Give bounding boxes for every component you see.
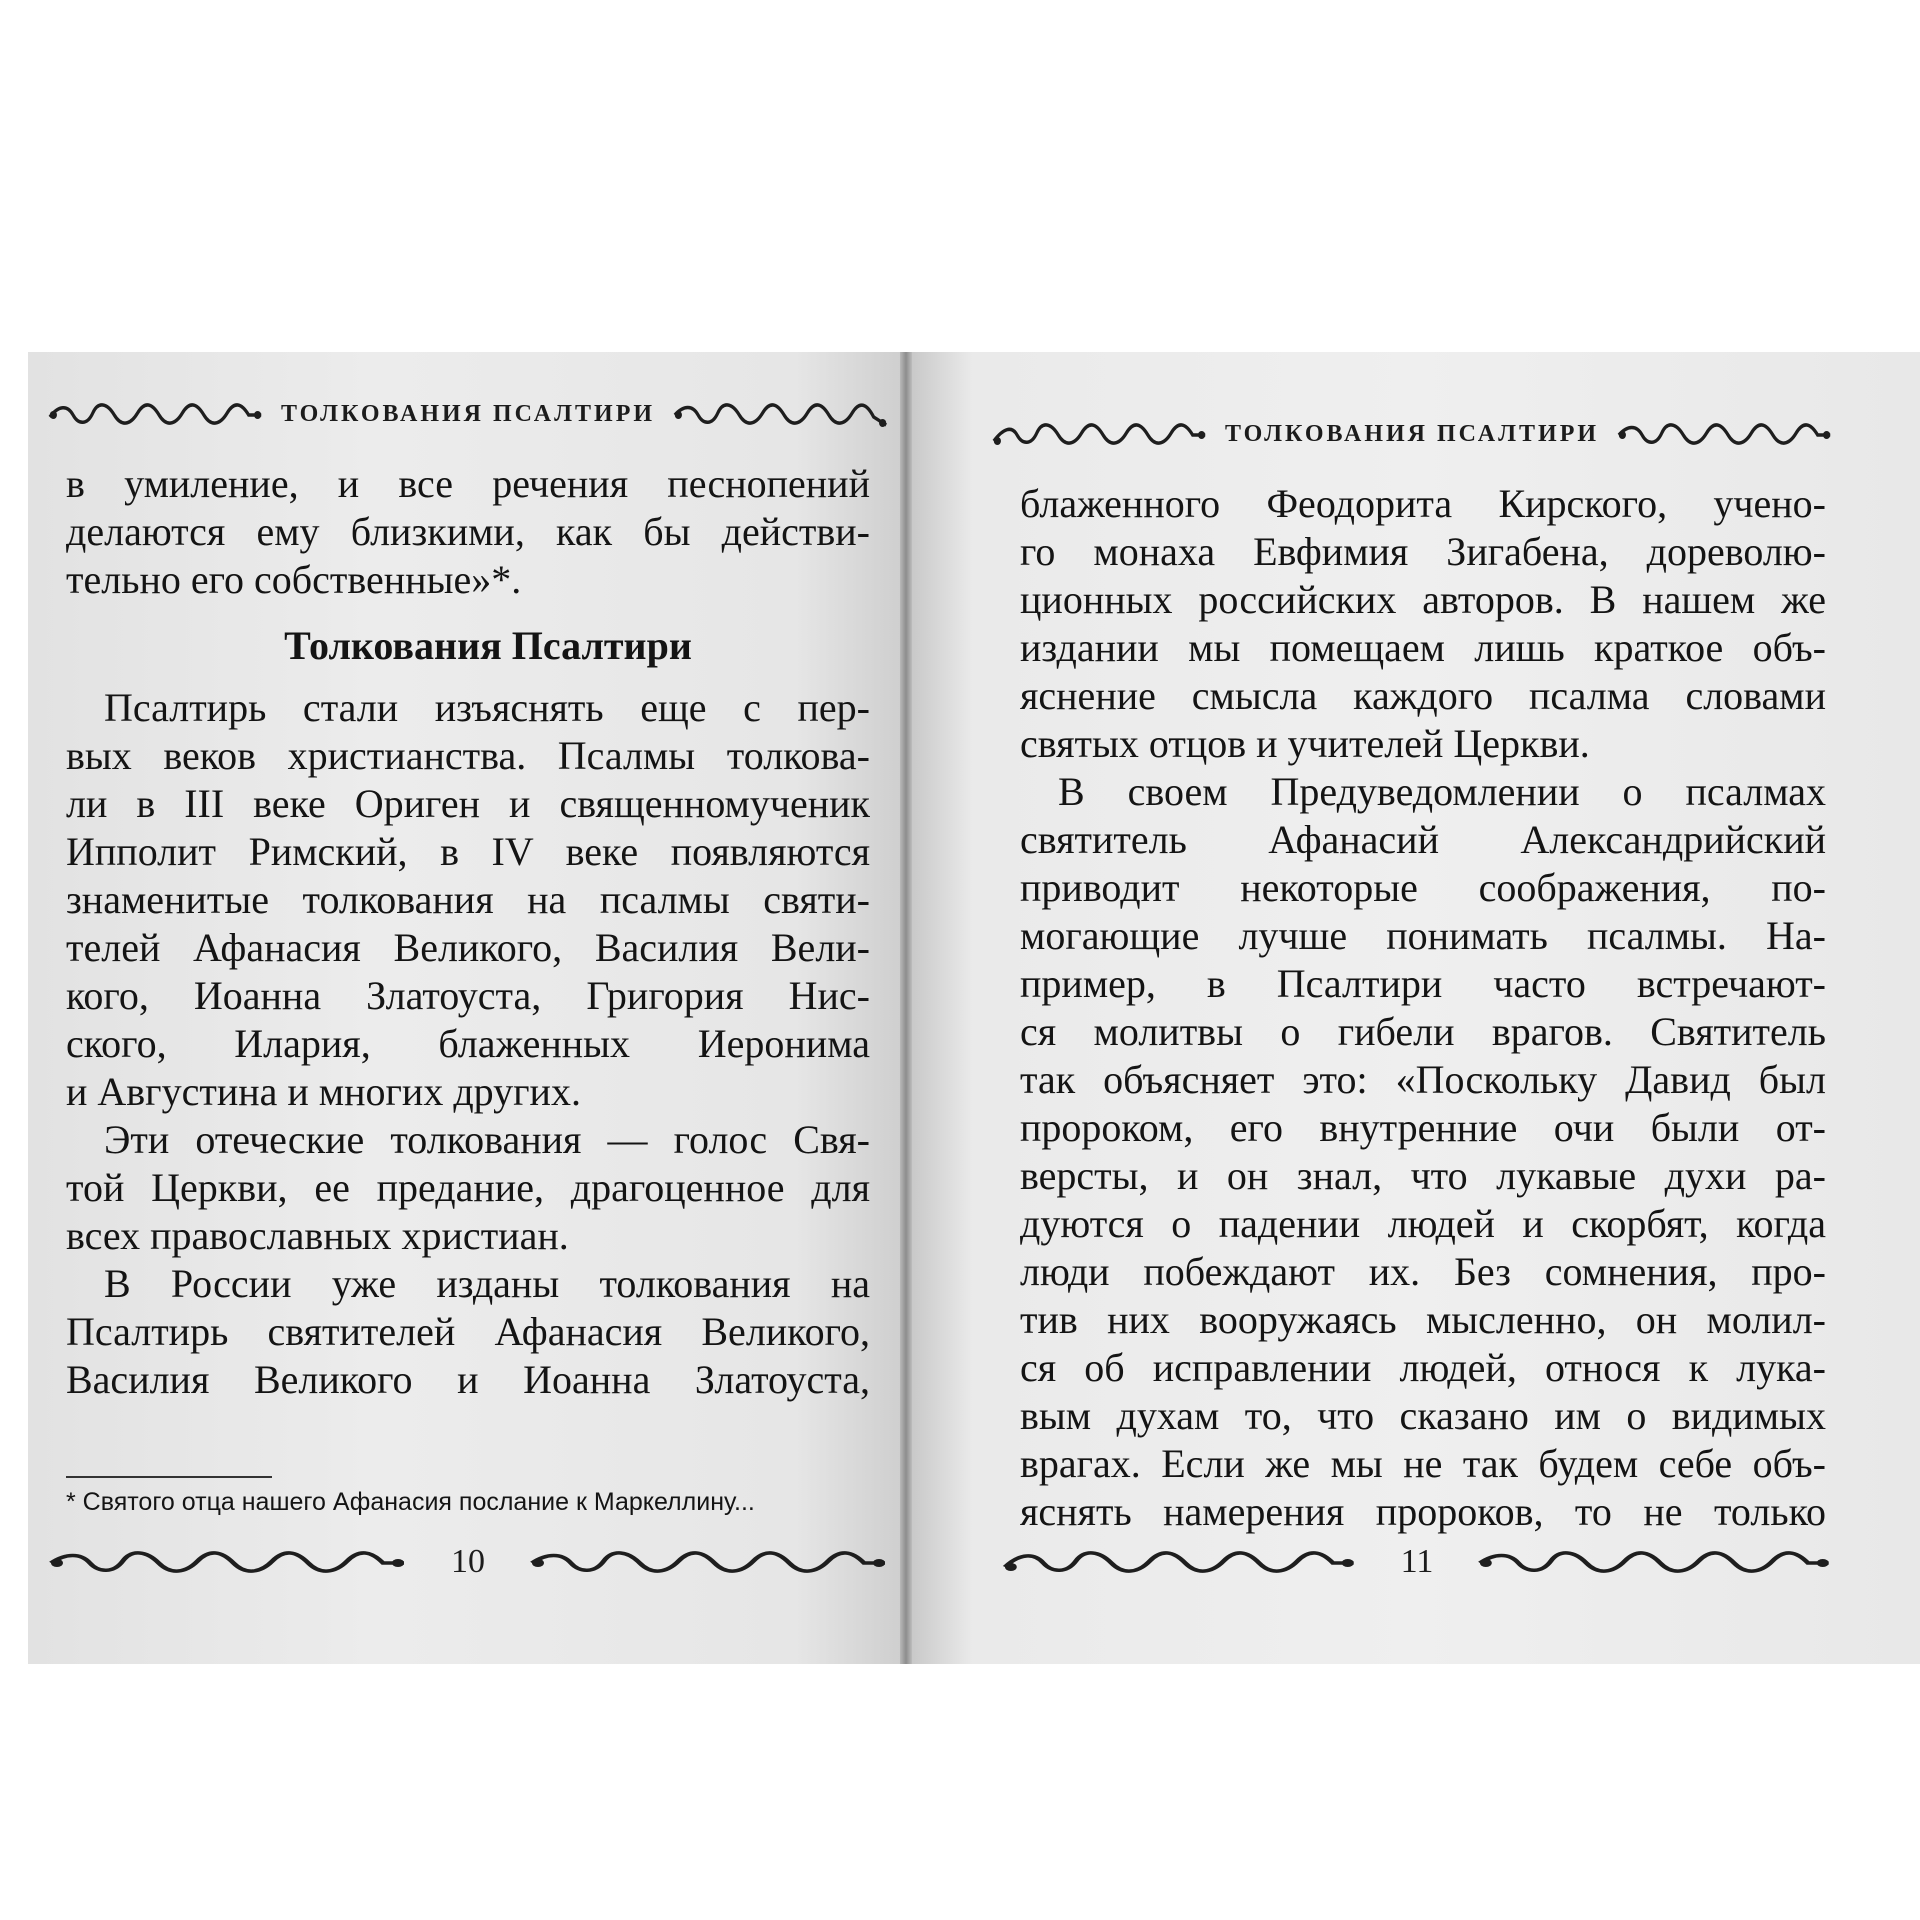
text-line: той Церкви, ее предание, драгоценное для bbox=[66, 1165, 870, 1210]
footnote: * Святого отца нашего Афанасия послание к Маркеллину... bbox=[66, 1488, 755, 1516]
text-line: В своем Предуведомлении о псалмах bbox=[1058, 769, 1826, 814]
left-page bbox=[28, 352, 900, 1664]
scroll-ornament-icon bbox=[673, 399, 888, 429]
text-line: телей Афанасия Великого, Василия Вели- bbox=[66, 925, 870, 970]
page-number: 10 bbox=[451, 1543, 485, 1580]
text-line: вых веков христианства. Псалмы толкова- bbox=[66, 733, 870, 778]
scroll-ornament-icon bbox=[48, 1547, 407, 1577]
text-line: яснять намерения пророков, то не только bbox=[1020, 1489, 1826, 1534]
text-line: ского, Илария, блаженных Иеронима bbox=[66, 1021, 870, 1066]
section-title: Толкования Псалтири bbox=[284, 623, 692, 668]
text-line: Псалтирь стали изъяснять еще с пер- bbox=[104, 685, 870, 730]
scroll-ornament-icon bbox=[48, 399, 263, 429]
right-page-header bbox=[992, 412, 1832, 456]
text-line: знаменитые толкования на псалмы святи- bbox=[66, 877, 870, 922]
text-line: ся об исправлении людей, относя к лука- bbox=[1020, 1345, 1826, 1390]
scroll-ornament-icon bbox=[992, 419, 1207, 449]
text-line: врагах. Если же мы не так будем себе объ- bbox=[1020, 1441, 1826, 1486]
scroll-ornament-icon bbox=[1002, 1547, 1357, 1577]
text-line: так объясняет это: «Поскольку Давид был bbox=[1020, 1057, 1826, 1102]
text-line: всех православных христиан. bbox=[66, 1213, 569, 1258]
text-line: дуются о падении людей и скорбят, когда bbox=[1020, 1201, 1826, 1246]
text-line: го монаха Евфимия Зигабена, дореволю- bbox=[1020, 529, 1826, 574]
text-line: пророком, его внутренние очи были от- bbox=[1020, 1105, 1826, 1150]
text-line: кого, Иоанна Златоуста, Григория Нис- bbox=[66, 973, 870, 1018]
text-line: тив них вооружаясь мысленно, он молил- bbox=[1020, 1297, 1826, 1342]
running-title: ТОЛКОВАНИЯ ПСАЛТИРИ bbox=[280, 400, 656, 427]
text-line: вым духам то, что сказано им о видимых bbox=[1020, 1393, 1826, 1438]
text-line: версты, и он знал, что лукавые духи ра- bbox=[1020, 1153, 1826, 1198]
text-line: ся молитвы о гибели врагов. Святитель bbox=[1020, 1009, 1826, 1054]
book-gutter bbox=[900, 352, 912, 1664]
text-line: издании мы помещаем лишь краткое объ- bbox=[1020, 625, 1826, 670]
text-line: в умиление, и все речения песнопений bbox=[66, 461, 870, 506]
page-number: 11 bbox=[1400, 1543, 1434, 1580]
text-line: приводит некоторые соображения, по- bbox=[1020, 865, 1826, 910]
text-line: Ипполит Римский, в IV веке появляются bbox=[66, 829, 870, 874]
text-line: Василия Великого и Иоанна Златоуста, bbox=[66, 1357, 870, 1402]
right-page-body bbox=[1020, 480, 1826, 1536]
text-line: яснение смысла каждого псалма словами bbox=[1020, 673, 1826, 718]
text-line: святитель Афанасий Александрийский bbox=[1020, 817, 1826, 862]
running-title: ТОЛКОВАНИЯ ПСАЛТИРИ bbox=[1224, 420, 1600, 447]
footnote-rule bbox=[66, 1476, 272, 1478]
text-line: Псалтирь святителей Афанасия Великого, bbox=[66, 1309, 870, 1354]
left-page-footer bbox=[48, 1538, 888, 1586]
scroll-ornament-icon bbox=[1617, 419, 1832, 449]
text-line: Эти отеческие толкования — голос Свя- bbox=[104, 1117, 870, 1162]
left-page-body bbox=[66, 460, 870, 1404]
text-line: ционных российских авторов. В нашем же bbox=[1020, 577, 1826, 622]
text-line: тельно его собственные»*. bbox=[66, 557, 522, 602]
scroll-ornament-icon bbox=[1477, 1547, 1832, 1577]
book-spread bbox=[28, 352, 1920, 1664]
left-page-header bbox=[48, 392, 888, 436]
text-line: делаются ему близкими, как бы действи- bbox=[66, 509, 870, 554]
text-line: В России уже изданы толкования на bbox=[104, 1261, 870, 1306]
text-line: святых отцов и учителей Церкви. bbox=[1020, 721, 1590, 766]
text-line: ли в III веке Ориген и священномученик bbox=[66, 781, 870, 826]
scroll-ornament-icon bbox=[529, 1547, 888, 1577]
text-line: пример, в Псалтири часто встречают- bbox=[1020, 961, 1826, 1006]
text-line: могающие лучше понимать псалмы. На- bbox=[1020, 913, 1826, 958]
right-page-footer bbox=[1002, 1538, 1832, 1586]
text-line: люди побеждают их. Без сомнения, про- bbox=[1020, 1249, 1826, 1294]
right-page bbox=[912, 352, 1920, 1664]
text-line: блаженного Феодорита Кирского, учено- bbox=[1020, 481, 1826, 526]
text-line: и Августина и многих других. bbox=[66, 1069, 581, 1114]
